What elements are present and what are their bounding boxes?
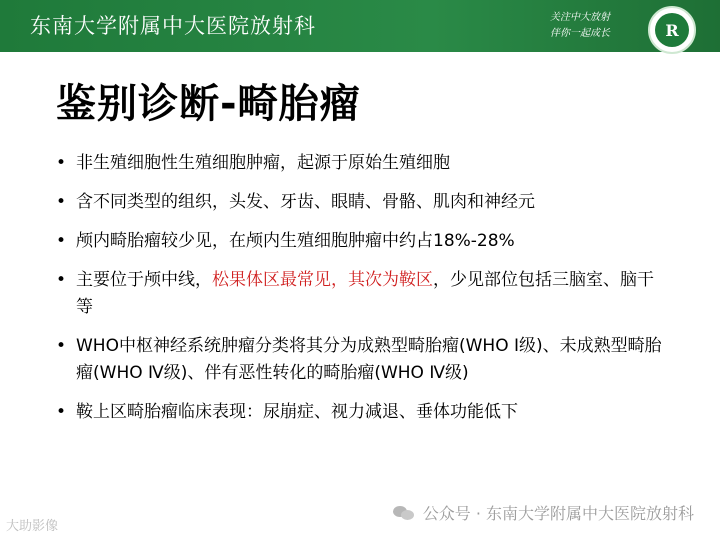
bullet-item — [56, 150, 666, 177]
bullet-text: 含不同类型的组织，头发、牙齿、眼睛、骨骼、肌肉和神经元 — [76, 192, 535, 212]
slide-title: 鉴别诊断-畸胎瘤 — [56, 81, 361, 127]
bullet-item — [56, 189, 666, 216]
bullet-text-highlight: 松果体区最常见，其次为鞍区 — [212, 270, 433, 290]
bullet-list — [56, 150, 666, 438]
bullet-text: WHO中枢神经系统肿瘤分类将其分为成熟型畸胎瘤(WHO Ⅰ级)、未成熟型畸胎瘤(WHO Ⅳ级)、伴有恶性转化的畸胎瘤(WHO Ⅳ级) — [76, 336, 662, 383]
bullet-item — [56, 333, 666, 387]
header-bar — [0, 0, 720, 52]
bullet-dot: • — [56, 153, 67, 173]
bullet-item — [56, 267, 666, 321]
bullet-item — [56, 228, 666, 255]
bullet-dot: • — [56, 270, 67, 290]
bullet-item — [56, 399, 666, 426]
hospital-name: 东南大学附属中大医院放射科 — [30, 14, 316, 38]
bullet-text: 颅内畸胎瘤较少见，在颅内生殖细胞肿瘤中约占18%-28% — [76, 231, 515, 251]
hospital-logo-icon — [648, 6, 696, 54]
corner-watermark: 大助影像 — [6, 519, 59, 534]
bullet-dot: • — [56, 231, 67, 251]
slogan — [550, 10, 610, 42]
bullet-text-before: 主要位于颅中线， — [76, 270, 212, 290]
wechat-icon — [393, 504, 415, 522]
watermark — [393, 501, 694, 524]
bullet-text: 鞍上区畸胎瘤临床表现：尿崩症、视力减退、垂体功能低下 — [76, 402, 518, 422]
bullet-text: 非生殖细胞性生殖细胞肿瘤，起源于原始生殖细胞 — [76, 153, 450, 173]
slogan-line-2: 伴你一起成长 — [550, 28, 610, 39]
slogan-line-1: 关注中大放射 — [550, 12, 610, 23]
bullet-dot: • — [56, 402, 67, 422]
bullet-dot: • — [56, 192, 67, 212]
bullet-dot: • — [56, 336, 67, 356]
logo-mark: R — [655, 13, 689, 47]
bullet-text-after: ，少见部位包括三脑室、脑干等 — [76, 270, 654, 317]
watermark-text: 公众号 · 东南大学附属中大医院放射科 — [422, 504, 694, 523]
